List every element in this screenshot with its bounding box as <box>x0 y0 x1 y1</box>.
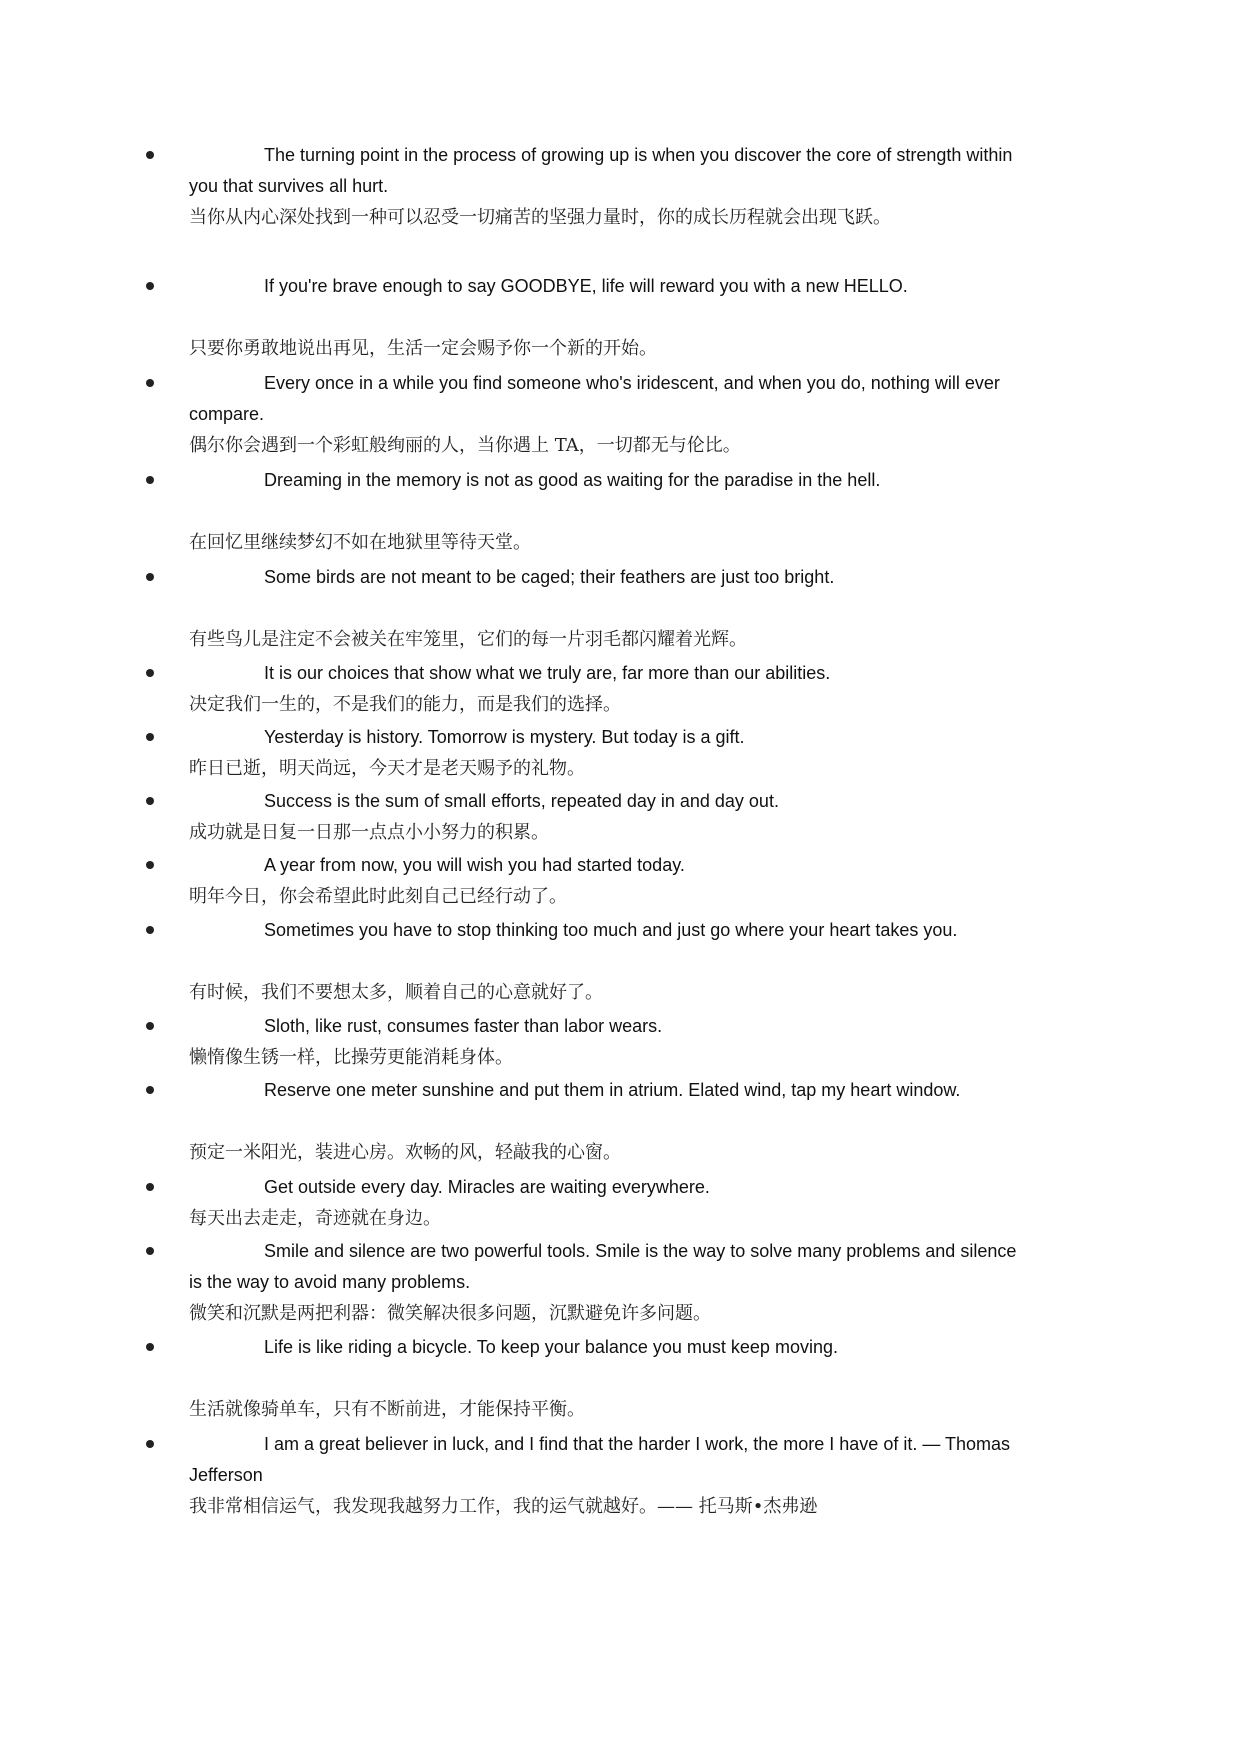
english-quote-line: Dreaming in the memory is not as good as waiting for the paradise in the hell. <box>264 470 881 490</box>
chinese-translation-line: 决定我们一生的，不是我们的能力，而是我们的选择。 <box>189 694 621 715</box>
bullet-icon <box>146 151 154 159</box>
chinese-translation-line: 有些鸟儿是注定不会被关在牢笼里，它们的每一片羽毛都闪耀着光辉。 <box>189 629 747 650</box>
chinese-translation-line: 微笑和沉默是两把利器：微笑解决很多问题，沉默避免许多问题。 <box>189 1303 711 1324</box>
english-quote-line: The turning point in the process of growing up is when you discover the core of strength within <box>264 145 1013 165</box>
english-quote-line: is the way to avoid many problems. <box>189 1272 471 1292</box>
english-quote-line: Life is like riding a bicycle. To keep your balance you must keep moving. <box>264 1337 838 1357</box>
bullet-icon <box>146 1343 154 1351</box>
chinese-translation-line: 当你从内心深处找到一种可以忍受一切痛苦的坚强力量时，你的成长历程就会出现飞跃。 <box>189 207 891 228</box>
bullet-icon <box>146 1086 154 1094</box>
bullet-icon <box>146 733 154 741</box>
english-quote-line: Smile and silence are two powerful tools. Smile is the way to solve many problems and silence <box>264 1241 1017 1261</box>
chinese-translation-line: 预定一米阳光，装进心房。欢畅的风，轻敲我的心窗。 <box>189 1142 621 1163</box>
english-quote-line: Success is the sum of small efforts, repeated day in and day out. <box>264 791 779 811</box>
chinese-translation-line: 只要你勇敢地说出再见，生活一定会赐予你一个新的开始。 <box>189 338 657 359</box>
chinese-translation-line: 我非常相信运气，我发现我越努力工作，我的运气就越好。—— 托马斯•杰弗逊 <box>189 1496 818 1517</box>
english-quote-line: Sloth, like rust, consumes faster than labor wears. <box>264 1016 663 1036</box>
bullet-icon <box>146 669 154 677</box>
bullet-icon <box>146 282 154 290</box>
chinese-translation-line: 昨日已逝，明天尚远，今天才是老天赐予的礼物。 <box>189 758 585 779</box>
bullet-icon <box>146 926 154 934</box>
bullet-icon <box>146 476 154 484</box>
chinese-translation-line: 成功就是日复一日那一点点小小努力的积累。 <box>189 822 549 843</box>
english-quote-line: Reserve one meter sunshine and put them in atrium. Elated wind, tap my heart window. <box>264 1080 961 1100</box>
bullet-icon <box>146 1022 154 1030</box>
chinese-translation-line: 明年今日，你会希望此时此刻自己已经行动了。 <box>189 886 567 907</box>
english-quote-line: Every once in a while you find someone who's iridescent, and when you do, nothing will ever <box>264 373 1000 393</box>
english-quote-line: you that survives all hurt. <box>189 176 389 196</box>
english-quote-line: Yesterday is history. Tomorrow is mystery. But today is a gift. <box>264 727 745 747</box>
bullet-icon <box>146 379 154 387</box>
chinese-translation-line: 每天出去走走，奇迹就在身边。 <box>189 1208 441 1229</box>
english-quote-line: Some birds are not meant to be caged; their feathers are just too bright. <box>264 567 835 587</box>
english-quote-line: I am a great believer in luck, and I find that the harder I work, the more I have of it. — Thomas <box>264 1434 1011 1454</box>
bullet-icon <box>146 861 154 869</box>
chinese-translation-line: 有时候，我们不要想太多，顺着自己的心意就好了。 <box>189 982 603 1003</box>
english-quote-line: Sometimes you have to stop thinking too much and just go where your heart takes you. <box>264 920 958 940</box>
chinese-translation-line: 生活就像骑单车，只有不断前进，才能保持平衡。 <box>189 1399 585 1420</box>
chinese-translation-line: 在回忆里继续梦幻不如在地狱里等待天堂。 <box>189 532 531 553</box>
english-quote-line: If you're brave enough to say GOODBYE, life will reward you with a new HELLO. <box>264 276 908 296</box>
english-quote-line: Get outside every day. Miracles are waiting everywhere. <box>264 1177 710 1197</box>
bullet-icon <box>146 797 154 805</box>
english-quote-line: Jefferson <box>189 1465 263 1485</box>
chinese-translation-line: 偶尔你会遇到一个彩虹般绚丽的人，当你遇上 TA，一切都无与伦比。 <box>189 435 741 456</box>
english-quote-line: A year from now, you will wish you had started today. <box>264 855 685 875</box>
english-quote-line: compare. <box>189 404 265 424</box>
bullet-icon <box>146 573 154 581</box>
bullet-icon <box>146 1440 154 1448</box>
english-quote-line: It is our choices that show what we truly are, far more than our abilities. <box>264 663 831 683</box>
bullet-icon <box>146 1247 154 1255</box>
bullet-icon <box>146 1183 154 1191</box>
chinese-translation-line: 懒惰像生锈一样，比操劳更能消耗身体。 <box>189 1047 513 1068</box>
